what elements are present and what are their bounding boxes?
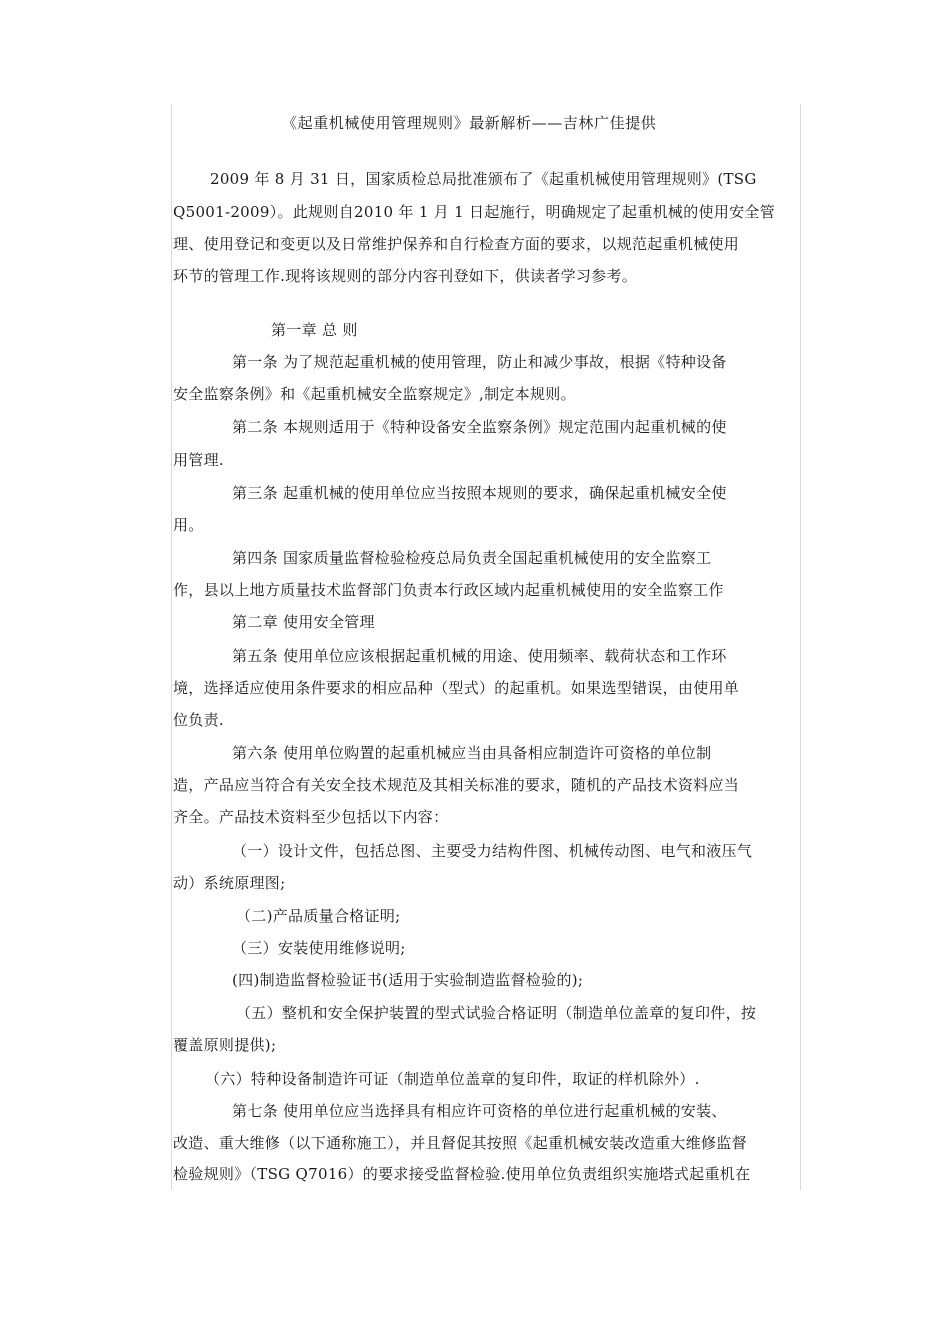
intro-line-2: Q5001-2009）。此规则自2010 年 1 月 1 日起施行，明确规定了起重机械的使用安全管 <box>173 203 776 221</box>
article-3-line-2: 用。 <box>173 516 204 534</box>
article-2-line-2: 用管理. <box>173 451 224 469</box>
intro-line-3: 理、使用登记和变更以及日常维护保养和自行检查方面的要求，以规范起重机械使用 <box>173 235 740 253</box>
article-5-line-2: 境，选择适应使用条件要求的相应品种（型式）的起重机。如果选型错误，由使用单 <box>173 679 740 697</box>
item-5-line-2: 覆盖原则提供); <box>173 1036 277 1054</box>
article-7-line-1: 第七条 使用单位应当选择具有相应许可资格的单位进行起重机械的安装、 <box>232 1102 727 1120</box>
item-3: （三）安装使用维修说明; <box>232 939 406 957</box>
article-3-line-1: 第三条 起重机械的使用单位应当按照本规则的要求，确保起重机械安全使 <box>232 484 727 502</box>
item-1-line-1: （一）设计文件，包括总图、主要受力结构件图、机械传动图、电气和液压气 <box>232 842 753 860</box>
item-6: （六）特种设备制造许可证（制造单位盖章的复印件，取证的样机除外）. <box>205 1070 700 1088</box>
article-1-line-2: 安全监察条例》和《起重机械安全监察规定》,制定本规则。 <box>173 385 576 403</box>
item-2: （二)产品质量合格证明; <box>236 907 401 925</box>
chapter-1-heading: 第一章 总 则 <box>271 321 358 339</box>
item-1-line-2: 动）系统原理图; <box>173 874 286 892</box>
article-5-line-3: 位负责. <box>173 711 224 729</box>
article-5-line-1: 第五条 使用单位应该根据起重机械的用途、使用频率、载荷状态和工作环 <box>232 647 727 665</box>
article-2-line-1: 第二条 本规则适用于《特种设备安全监察条例》规定范围内起重机械的使 <box>232 418 727 436</box>
intro-line-4: 环节的管理工作.现将该规则的部分内容刊登如下，供读者学习参考。 <box>173 267 638 285</box>
article-1-line-1: 第一条 为了规范起重机械的使用管理，防止和减少事故，根据《特种设备 <box>232 353 727 371</box>
article-7-line-3: 检验规则》（TSG Q7016）的要求接受监督检验.使用单位负责组织实施塔式起重机在 <box>173 1165 751 1183</box>
article-7-line-2: 改造、重大维修（以下通称施工），并且督促其按照《起重机械安装改造重大维修监督 <box>173 1134 747 1152</box>
article-4-line-2: 作，县以上地方质量技术监督部门负责本行政区域内起重机械使用的安全监察工作 <box>173 581 724 599</box>
document-title: 《起重机械使用管理规则》最新解析——吉林广佳提供 <box>282 114 657 132</box>
intro-line-1: 2009 年 8 月 31 日，国家质检总局批准颁布了《起重机械使用管理规则》(TSG <box>210 170 757 188</box>
chapter-2-heading: 第二章 使用安全管理 <box>232 613 375 631</box>
item-4: (四)制造监督检验证书(适用于实验制造监督检验的); <box>232 971 584 989</box>
article-4-line-1: 第四条 国家质量监督检验检疫总局负责全国起重机械使用的安全监察工 <box>232 549 712 567</box>
item-5-line-1: （五）整机和安全保护装置的型式试验合格证明（制造单位盖章的复印件，按 <box>236 1004 757 1022</box>
article-6-line-3: 齐全。产品技术资料至少包括以下内容： <box>173 808 449 826</box>
article-6-line-1: 第六条 使用单位购置的起重机械应当由具备相应制造许可资格的单位制 <box>232 744 712 762</box>
article-6-line-2: 造，产品应当符合有关安全技术规范及其相关标准的要求，随机的产品技术资料应当 <box>173 776 740 794</box>
